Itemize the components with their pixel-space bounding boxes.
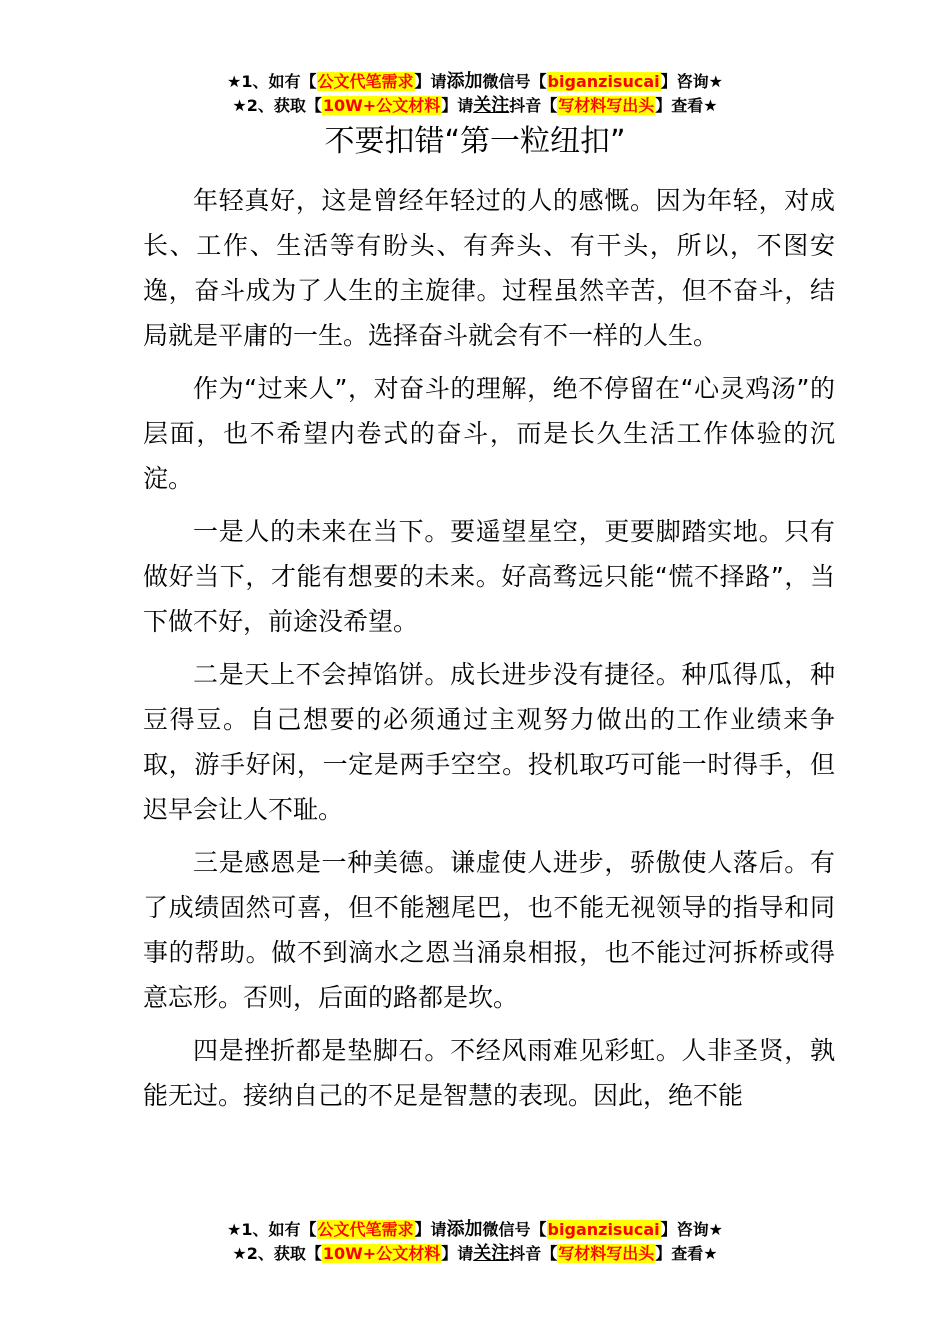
banner-highlight-wechat-id: biganzisucai [547,72,660,91]
banner-highlight-douyin: 写材料写出头 [558,96,655,115]
banner-text: 2、获取【 [246,1244,322,1263]
paragraph-point-1: 一是人的未来在当下。要遥望星空，更要脚踏实地。只有做好当下，才能有想要的未来。好高骛远只能“慌不择路”，当下做不好，前途没希望。 [143,517,835,636]
banner-line-1 [0,1218,950,1242]
banner-emphasis: 添加 [446,1219,483,1240]
banner-emphasis: 关注 [473,1243,510,1264]
banner-text: 】查看 [655,96,704,115]
banner-text: 】请 [414,1220,447,1239]
banner-emphasis: 添加 [446,71,483,92]
banner-text: 】咨询 [660,72,709,91]
banner-text: 抖音【 [509,96,558,115]
paragraph-intro: 年轻真好，这是曾经年轻过的人的感慨。因为年轻，对成长、工作、生活等有盼头、有奔头、有干头，所以，不图安逸，奋斗成为了人生的主旋律。过程虽然辛苦，但不奋斗，结局就是平庸的一生。选择奋斗就会有不一样的人生。 [143,186,835,350]
star-icon: ★ [703,1244,718,1263]
paragraph-point-2: 二是天上不会掉馅饼。成长进步没有捷径。种瓜得瓜，种豆得豆。自己想要的必须通过主观努力做出的工作业绩来争取，游手好闲，一定是两手空空。投机取巧可能一时得手，但迟早会让人不耻。 [143,660,835,824]
banner-text: 】查看 [655,1244,704,1263]
banner-highlight-service: 公文代笔需求 [317,1220,414,1239]
banner-text: 】请 [441,1244,474,1263]
star-icon: ★ [708,72,723,91]
header-banner [0,70,950,118]
banner-highlight-douyin: 写材料写出头 [558,1244,655,1263]
banner-text: 】请 [414,72,447,91]
banner-highlight-service: 公文代笔需求 [317,72,414,91]
banner-line-1 [0,70,950,94]
banner-text: 抖音【 [509,1244,558,1263]
banner-emphasis: 关注 [473,95,510,116]
banner-highlight-materials: 10W+公文材料 [322,1244,441,1263]
document-body [143,178,835,1126]
footer-banner [0,1218,950,1266]
star-icon: ★ [232,96,247,115]
banner-text: 1、如有【 [241,1220,317,1239]
star-icon: ★ [703,96,718,115]
document-title: 不要扣错“第一粒纽扣” [324,124,626,159]
banner-text: 】咨询 [660,1220,709,1239]
paragraph-point-3: 三是感恩是一种美德。谦虚使人进步，骄傲使人落后。有了成绩固然可喜，但不能翘尾巴，也不能无视领导的指导和同事的帮助。做不到滴水之恩当涌泉相报，也不能过河拆桥或得意忘形。否则，后面的路都是坎。 [143,848,835,1012]
star-icon: ★ [227,1220,242,1239]
banner-line-2 [0,1242,950,1266]
paragraph-understanding: 作为“过来人”，对奋斗的理解，绝不停留在“心灵鸡汤”的层面，也不希望内卷式的奋斗，而是长久生活工作体验的沉淀。 [143,374,835,493]
banner-text: 】请 [441,96,474,115]
banner-text: 2、获取【 [246,96,322,115]
banner-text: 微信号【 [482,1220,547,1239]
banner-highlight-wechat-id: biganzisucai [547,1220,660,1239]
banner-text: 1、如有【 [241,72,317,91]
paragraph-point-4: 四是挫折都是垫脚石。不经风雨难见彩虹。人非圣贤，孰能无过。接纳自己的不足是智慧的表现。因此，绝不能 [143,1036,835,1110]
star-icon: ★ [227,72,242,91]
star-icon: ★ [232,1244,247,1263]
banner-highlight-materials: 10W+公文材料 [322,96,441,115]
banner-line-2 [0,94,950,118]
banner-text: 微信号【 [482,72,547,91]
star-icon: ★ [708,1220,723,1239]
